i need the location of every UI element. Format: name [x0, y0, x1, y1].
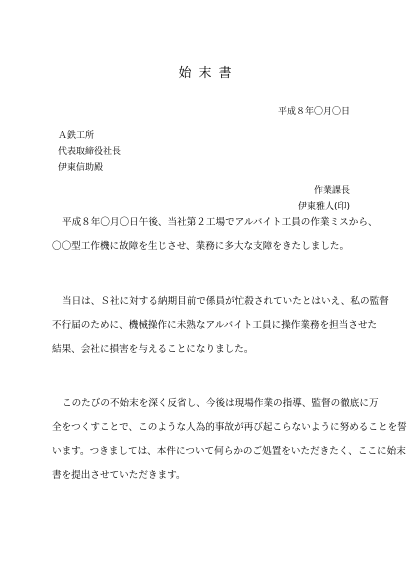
paragraph-line: このたびの不始末を深く反省し、今後は現場作業の指導、監督の徹底に万 [62, 398, 379, 409]
recipient-block [58, 128, 121, 176]
document-title: 始末書 [178, 66, 239, 81]
recipient-name: 伊東信助殿 [58, 163, 104, 173]
sender-position: 作業課長 [313, 186, 350, 196]
paragraph-line: 全をつくすことで、このような人為的事故が再び起こらないように努めることを誓 [52, 422, 407, 433]
sender-name: 伊東雅人(印) [297, 202, 350, 212]
paragraph-line: 書を提出させていただきます。 [52, 470, 186, 481]
body-paragraph [52, 211, 378, 259]
document-date: 平成８年〇月〇日 [277, 107, 350, 117]
body-paragraph [52, 392, 407, 488]
paragraph-line: 〇〇型工作機に故障を生じさせ、業務に多大な支障をきたしました。 [52, 241, 350, 252]
paragraph-line: 平成８年〇月〇日午後、当社第２工場でアルバイト工員の作業ミスから、 [62, 217, 378, 228]
paragraph-line: 不行届のために、機械操作に未熟なアルバイト工員に操作業務を担当させた [52, 320, 378, 331]
paragraph-line: います。つきましては、本件について何らかのご処置をいただきたく、ここに始末 [52, 446, 406, 457]
paragraph-line: 当日は、Ｓ社に対する納期目前で係員が忙殺されていたとはいえ、私の監督 [62, 296, 389, 307]
body-paragraph [52, 290, 389, 362]
paragraph-line: 結果、会社に損害を与えることになりました。 [52, 344, 254, 355]
recipient-company: Ａ鉄工所 [58, 131, 95, 141]
recipient-position: 代表取締役社長 [58, 147, 122, 157]
